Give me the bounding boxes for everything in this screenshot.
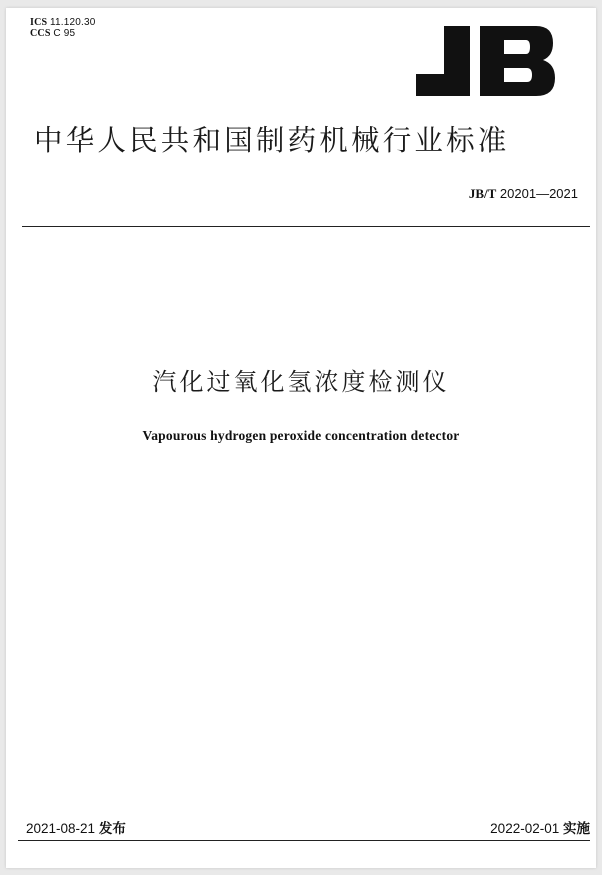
- ics-code: [30, 17, 96, 28]
- classification-codes: [30, 17, 96, 39]
- header-divider: [22, 226, 590, 227]
- standard-title-english: Vapourous hydrogen peroxide concentration detector: [142, 428, 460, 443]
- standard-title-chinese: 汽化过氧化氢浓度检测仪: [152, 368, 450, 396]
- issue-date: [26, 817, 126, 837]
- ics-value: 11.120.30: [49, 17, 96, 28]
- standard-number-value: 20201—2021: [499, 186, 578, 201]
- ccs-label: CCS: [30, 28, 51, 39]
- ccs-code: [30, 28, 96, 39]
- ccs-value: C 95: [53, 28, 76, 39]
- jb-logo: [416, 22, 556, 100]
- issue-label: 发布: [98, 821, 126, 837]
- implementation-date-value: 2022-02-01: [490, 821, 560, 836]
- footer-divider: [18, 840, 590, 841]
- industry-title: 中华人民共和国制药机械行业标准: [34, 124, 510, 157]
- issue-date-value: 2021-08-21: [26, 821, 96, 836]
- standard-number: [469, 186, 578, 202]
- implementation-date: [490, 817, 590, 837]
- standard-prefix: JB/T: [468, 186, 497, 201]
- implementation-label: 实施: [563, 821, 590, 837]
- ics-label: ICS: [30, 17, 48, 28]
